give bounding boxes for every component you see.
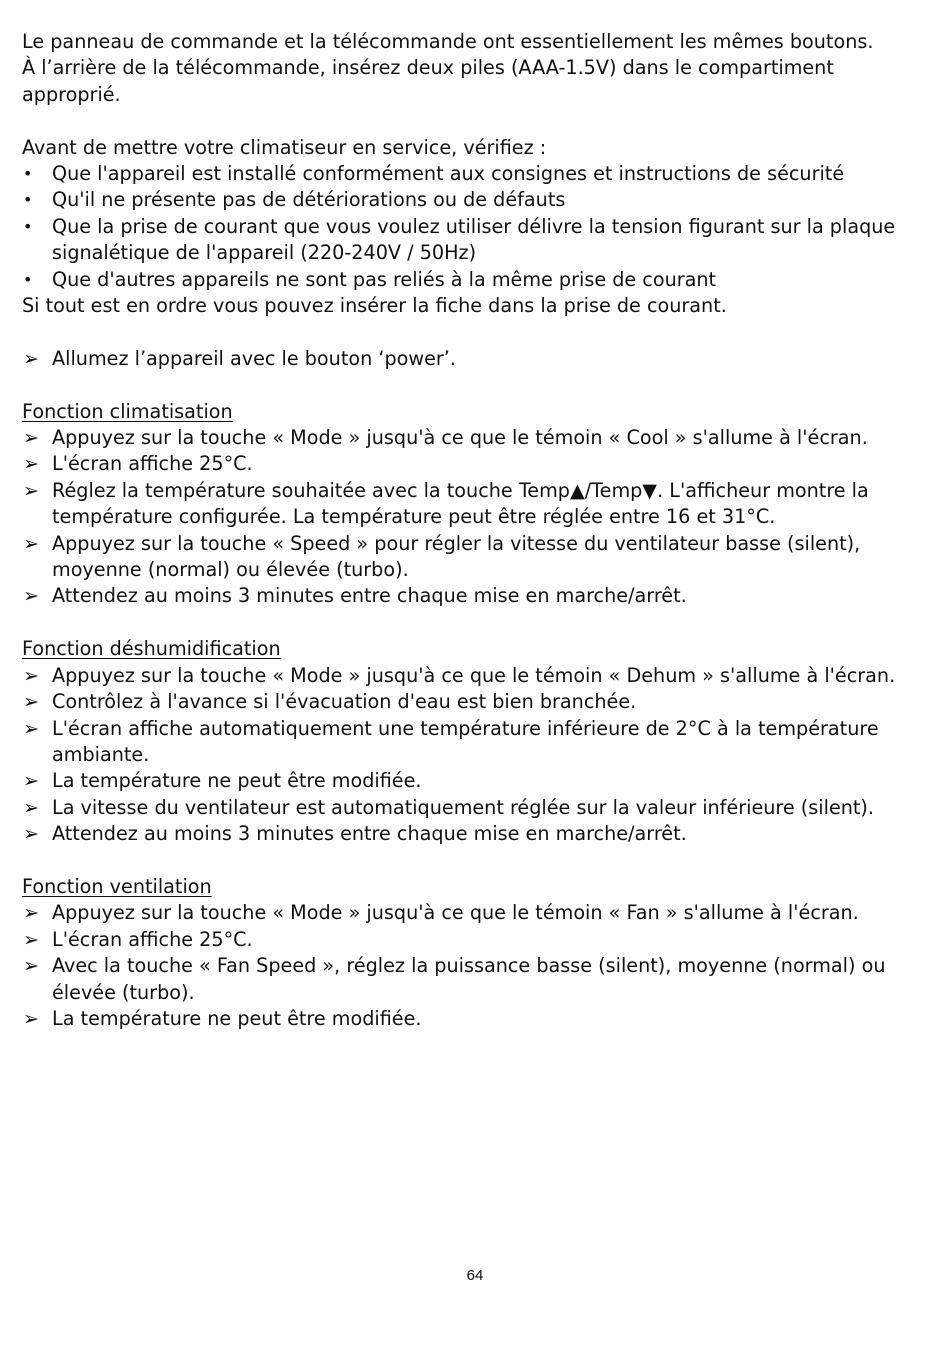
list-item (22, 583, 912, 609)
list-item (22, 716, 912, 769)
checks-closing: Si tout est en ordre vous pouvez insérer la fiche dans la prise de courant. (22, 294, 727, 318)
bullet-icon: • (23, 164, 33, 184)
list-item (22, 214, 912, 267)
list-item (22, 531, 912, 584)
list-item-text: Que l'appareil est installé conformément aux consignes et instructions de sécurité (52, 162, 845, 186)
list-item (22, 927, 912, 953)
list-item-text: L'écran affiche 25°C. (52, 927, 253, 951)
list-item-text: Attendez au moins 3 minutes entre chaque mise en marche/arrêt. (52, 822, 687, 846)
arrow-icon: ➢ (23, 690, 40, 714)
arrow-icon: ➢ (23, 716, 40, 740)
arrow-icon: ➢ (23, 1006, 40, 1030)
list-item-text: Qu'il ne présente pas de détériorations ou de défauts (52, 188, 566, 212)
spacer (22, 848, 912, 874)
list-item-text: La température ne peut être modifiée. (52, 1006, 422, 1030)
list-item (22, 795, 912, 821)
list-item (22, 900, 912, 926)
list-item-text: La vitesse du ventilateur est automatiquement réglée sur la valeur inférieure (silent). (52, 795, 875, 819)
list-item-text: Appuyez sur la touche « Mode » jusqu'à ce que le témoin « Cool » s'allume à l'écran. (52, 426, 868, 450)
section-heading-fan: Fonction ventilation (22, 874, 212, 898)
arrow-icon: ➢ (23, 795, 40, 819)
arrow-icon: ➢ (23, 478, 40, 502)
list-item-text: Appuyez sur la touche « Speed » pour régler la vitesse du ventilateur basse (silent), moyenne (normal) ou élevée (turbo). (52, 531, 861, 582)
bullet-icon: • (23, 216, 33, 236)
list-item (22, 187, 912, 213)
spacer (22, 319, 912, 345)
list-item-text: Attendez au moins 3 minutes entre chaque mise en marche/arrêt. (52, 584, 687, 608)
list-item-text: L'écran affiche automatiquement une température inférieure de 2°C à la température ambiante. (52, 716, 879, 766)
list-item-text: Appuyez sur la touche « Mode » jusqu'à ce que le témoin « Fan » s'allume à l'écran. (52, 901, 859, 925)
list-item-text: Que la prise de courant que vous voulez utiliser délivre la tension figurant sur la plaque signalétique de l'appareil (220-240V / 50Hz) (52, 214, 896, 265)
arrow-icon: ➢ (23, 346, 40, 370)
list-item-text: Que d'autres appareils ne sont pas reliés à la même prise de courant (52, 267, 717, 291)
list-item-text: Appuyez sur la touche « Mode » jusqu'à ce que le témoin « Dehum » s'allume à l'écran. (52, 663, 896, 687)
checks-lead: Avant de mettre votre climatiseur en service, vérifiez : (22, 135, 547, 159)
list-item (22, 478, 912, 531)
intro-paragraph: Le panneau de commande et la télécommande ont essentiellement les mêmes boutons. (22, 30, 874, 53)
list-item-text: L'écran affiche 25°C. (52, 452, 253, 476)
section-heading-dehum: Fonction déshumidification (22, 637, 281, 661)
list-item (22, 161, 912, 187)
fan-list (22, 900, 912, 1032)
arrow-icon: ➢ (23, 954, 40, 978)
arrow-icon: ➢ (23, 927, 40, 951)
list-item-text: La température ne peut être modifiée. (52, 769, 422, 793)
arrow-icon: ➢ (23, 663, 40, 687)
list-item (22, 267, 912, 293)
power-list (22, 346, 912, 372)
arrow-icon: ➢ (23, 426, 40, 450)
intro-paragraph: À l’arrière de la télécommande, insérez deux piles (AAA-1.5V) dans le compartiment approprié. (22, 56, 834, 106)
manual-page (22, 29, 912, 1032)
list-item-text: Allumez l’appareil avec le bouton ‘power’. (52, 346, 456, 370)
checks-list (22, 161, 912, 293)
arrow-icon: ➢ (23, 584, 40, 608)
list-item (22, 953, 912, 1006)
arrow-icon: ➢ (23, 901, 40, 925)
list-item (22, 768, 912, 794)
list-item (22, 346, 912, 372)
list-item (22, 425, 912, 451)
spacer (22, 610, 912, 636)
bullet-icon: • (23, 190, 33, 210)
list-item (22, 663, 912, 689)
bullet-icon: • (23, 269, 33, 289)
dehum-list (22, 663, 912, 848)
spacer (22, 372, 912, 398)
arrow-icon: ➢ (23, 452, 40, 476)
page-number: 64 (466, 1267, 484, 1284)
list-item-text: Contrôlez à l'avance si l'évacuation d'eau est bien branchée. (52, 690, 637, 714)
arrow-icon: ➢ (23, 769, 40, 793)
spacer (22, 108, 912, 134)
arrow-icon: ➢ (23, 822, 40, 846)
arrow-icon: ➢ (23, 531, 40, 555)
list-item (22, 821, 912, 847)
cool-list (22, 425, 912, 610)
section-heading-cool: Fonction climatisation (22, 399, 233, 423)
list-item (22, 689, 912, 715)
list-item (22, 451, 912, 477)
list-item-text: Avec la touche « Fan Speed », réglez la puissance basse (silent), moyenne (normal) ou élevée (turbo). (52, 954, 886, 1004)
list-item (22, 1006, 912, 1032)
list-item-text: Réglez la température souhaitée avec la touche Temp▲/Temp▼. L'afficheur montre la température configurée. La température peut être réglée entre 16 et 31°C. (52, 478, 869, 529)
